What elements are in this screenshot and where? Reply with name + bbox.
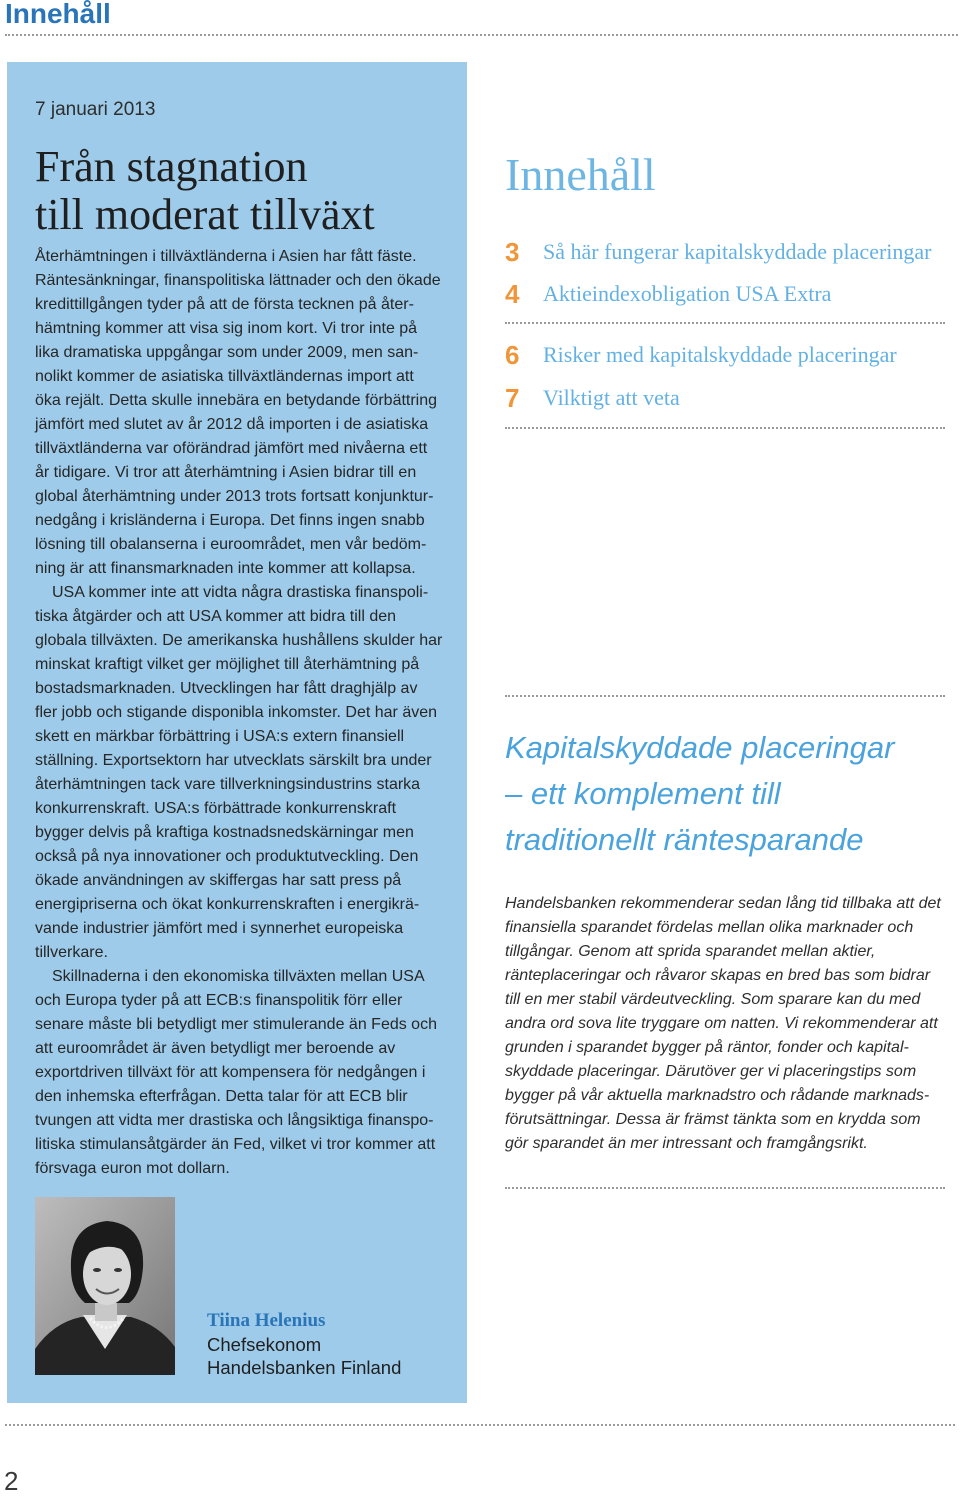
- feature-body: [505, 892, 955, 1156]
- author-photo: [35, 1197, 175, 1375]
- article-line: exportdriven tillväxt för att kompensera för nedgången i: [35, 1064, 426, 1081]
- article-line: tillväxtländerna var oförändrad jämfört med nivåerna ett: [35, 440, 428, 457]
- toc-title: Aktieindexobligation USA Extra: [543, 281, 832, 306]
- article-line: nedgång i krisländerna i Europa. Det finns ingen snabb: [35, 512, 425, 529]
- author-company: Handelsbanken Finland: [207, 1357, 402, 1378]
- article-line: bygger delvis på kraftiga kostnadsnedskärningar men: [35, 824, 414, 841]
- article-line: jämfört med slutet av år 2012 då importen i de asiatiska: [35, 416, 429, 433]
- article-line: nolikt kommer de asiatiska tillväxtländernas import att: [35, 368, 414, 385]
- article-line: hämtning kommer att visa sig inom kort. Vi tror inte på: [35, 320, 418, 337]
- article-line: ökade användningen av skiffergas har satt press på: [35, 872, 402, 889]
- article-line: fler jobb och stigande disponibla inkomster. Det har även: [35, 704, 438, 721]
- portrait-face: [83, 1243, 131, 1305]
- article-line: globala tillväxten. De amerikanska hushållens skulder har: [35, 632, 443, 649]
- toc-item: [505, 338, 945, 372]
- article-line: tillverkare.: [35, 944, 108, 961]
- feature-heading-line: traditionellt räntesparande: [505, 822, 864, 857]
- toc-page-number: 6: [505, 340, 520, 370]
- feature-line: bygger på vår aktuella marknadstro och rådande marknads-: [505, 1087, 930, 1104]
- article-line: ställning. Exportsektorn har utvecklats särskilt bra under: [35, 752, 432, 769]
- feature-line: tillgångar. Genom att sprida sparandet mellan aktier,: [505, 943, 876, 960]
- article-line: lösning till obalanserna i euroområdet, men vår bedöm-: [35, 536, 427, 553]
- article-line: senare måste bli betydligt mer stimulerande än Feds och: [35, 1016, 437, 1033]
- article-line: lika dramatiska uppgångar som under 2009, men san-: [35, 344, 419, 361]
- toc-item: [505, 381, 945, 415]
- author-role: Chefsekonom: [207, 1334, 322, 1355]
- toc-title: Vilktigt att veta: [543, 385, 680, 410]
- article-line: USA kommer inte att vidta några drastiska finanspoli-: [52, 584, 429, 601]
- feature-divider-bottom: [505, 1187, 945, 1189]
- author-name: Tiina Helenius: [207, 1310, 326, 1331]
- feature-line: gör sparandet än mer intressant och framgångsrikt.: [505, 1135, 868, 1152]
- feature-heading: [505, 725, 894, 863]
- article-line: den inhemska efterfrågan. Detta talar för att ECB blir: [35, 1088, 408, 1105]
- article-title-line: Från stagnation: [35, 142, 308, 191]
- feature-line: förutsättningar. Dessa är främst tänkta som en krydda som: [505, 1111, 921, 1128]
- article-line: öka rejält. Detta skulle innebära en betydande förbättring: [35, 392, 438, 409]
- article-line: konkurrenskraft. USA:s förbättrade konkurrenskraft: [35, 800, 397, 817]
- article-line: år tidigare. Vi tror att återhämtning i Asien bidrar till en: [35, 464, 417, 481]
- article-line: vande industrier jämfört med i synnerhet europeiska: [35, 920, 404, 937]
- article-line: Återhämtningen i tillväxtländerna i Asien har fått fäste.: [35, 248, 417, 265]
- footer-divider: [5, 1424, 955, 1426]
- toc-title: Risker med kapitalskyddade placeringar: [543, 342, 897, 367]
- article-body: [35, 245, 467, 1181]
- author-block: [207, 1309, 401, 1379]
- article-line: också på nya innovationer och produktutveckling. Den: [35, 848, 419, 865]
- article-line: Skillnaderna i den ekonomiska tillväxten mellan USA: [52, 968, 425, 985]
- article-line: kredittillgången tyder på att de första tecknen på åter-: [35, 296, 414, 313]
- feature-line: andra ord sova lite tryggare om natten. Vi rekommenderar att: [505, 1015, 938, 1032]
- toc-divider: [505, 322, 945, 324]
- page-number: 2: [4, 1466, 19, 1496]
- feature-line: finansiella sparandet fördelas mellan olika marknader och: [505, 919, 914, 936]
- article-line: Räntesänkningar, finanspolitiska lättnader och den ökade: [35, 272, 441, 289]
- article-line: ning är att finansmarknaden inte kommer att kollapsa.: [35, 560, 416, 577]
- feature-line: grunden i sparandet bygger på räntor, fonder och kapital-: [505, 1039, 909, 1056]
- article-line: försvaga euron mot dollarn.: [35, 1160, 230, 1177]
- feature-line: till en mer stabil värdeutveckling. Som sparare kan du med: [505, 991, 921, 1008]
- contents-heading: Innehåll: [505, 149, 656, 200]
- toc-page-number: 4: [505, 279, 520, 309]
- article-line: bostadsmarknaden. Utvecklingen har fått draghjälp av: [35, 680, 418, 697]
- feature-line: Handelsbanken rekommenderar sedan lång tid tillbaka att det: [505, 895, 941, 912]
- feature-divider-top: [505, 695, 945, 697]
- article-title-line: till moderat tillväxt: [35, 190, 375, 239]
- article-line: och Europa tyder på att ECB:s finanspolitik förr eller: [35, 992, 403, 1009]
- toc-title: Så här fungerar kapitalskyddade placeringar: [543, 239, 932, 264]
- toc-page-number: 7: [505, 383, 520, 413]
- feature-line: ränteplaceringar och råvaror skapas en bred bas som bidrar: [505, 967, 931, 984]
- article-line: litiska stimulansåtgärder än Fed, vilket vi tror kommer att: [35, 1136, 436, 1153]
- article-line: tvungen att vidta mer drastiska och långsiktiga finanspo-: [35, 1112, 434, 1129]
- feature-heading-line: Kapitalskyddade placeringar: [505, 730, 895, 765]
- header-divider: [5, 34, 958, 36]
- article-line: att euroområdet är även betydligt mer beroende av: [35, 1040, 396, 1057]
- article-line: återhämtningen tack vare tillverkningsindustrins starka: [35, 776, 421, 793]
- article-line: minskat kraftigt vilket ger möjlighet till återhämtning på: [35, 656, 420, 673]
- article-line: energipriserna och ökat konkurrenskraften i energikrä-: [35, 896, 420, 913]
- toc-item: [505, 277, 945, 311]
- feature-heading-line: – ett komplement till: [505, 776, 781, 811]
- feature-line: skyddade placeringar. Därutöver ger vi placeringstips som: [505, 1063, 917, 1080]
- article-title: [35, 143, 375, 239]
- article-line: tiska åtgärder och att USA kommer att bidra till den: [35, 608, 397, 625]
- toc-divider: [505, 427, 945, 429]
- article-date: 7 januari 2013: [35, 99, 156, 120]
- toc-page-number: 3: [505, 237, 520, 267]
- article-panel: [7, 62, 467, 1403]
- article-line: global återhämtning under 2013 trots fortsatt konjunktur-: [35, 488, 434, 505]
- toc-item: [505, 235, 945, 269]
- page-header-title: Innehåll: [5, 0, 111, 29]
- article-line: skett en märkbar förbättring i USA:s extern finansiell: [35, 728, 405, 745]
